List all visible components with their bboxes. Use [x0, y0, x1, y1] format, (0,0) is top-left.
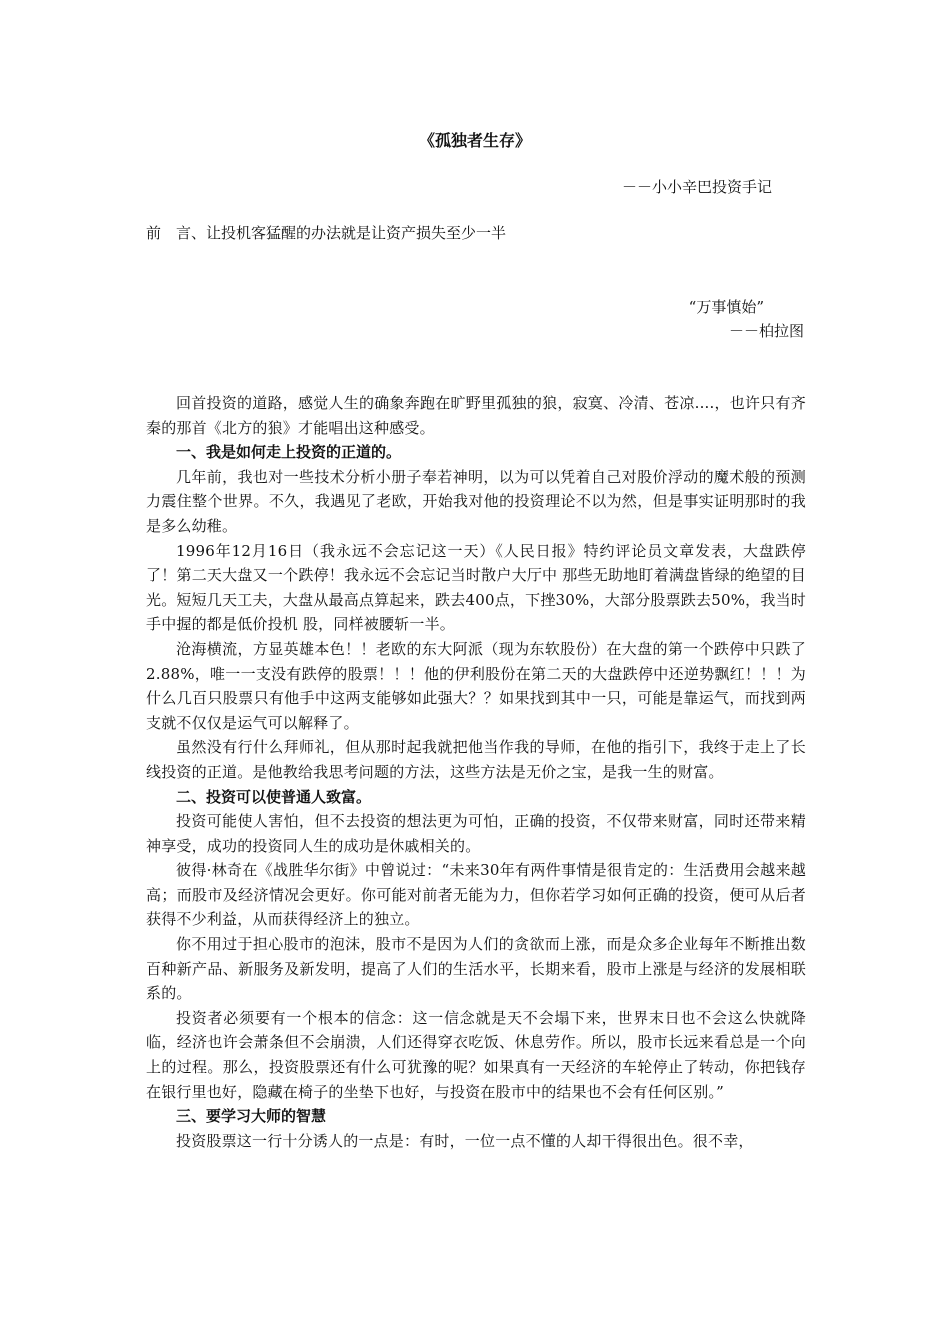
paragraph: 1996年12月16日（我永远不会忘记这一天）《人民日报》特约评论员文章发表，大盘跌停了！第二天大盘又一个跌停！我永远不会忘记当时散户大厅中 那些无助地盯着满盘皆绿的绝望的目光。短短几天工夫，大盘从最高点算起来，跌去400点，下挫30%，大部分股票跌去50%，我当时手中握的都是低价投机 股，同样被腰斩一半。	[146, 541, 806, 634]
paragraph: 几年前，我也对一些技术分析小册子奉若神明，以为可以凭着自己对股价浮动的魔术般的预测力震住整个世界。不久，我遇见了老欧，开始我对他的投资理论不以为然，但是事实证明那时的我是多么幼稚。	[146, 467, 806, 535]
preface-heading: 前 言、让投机客猛醒的办法就是让资产损失至少一半	[146, 224, 507, 242]
document-subtitle: －－小小辛巴投资手记	[621, 178, 772, 196]
paragraph: 沧海横流，方显英雄本色！！老欧的东大阿派（现为东软股份）在大盘的第一个跌停中只跌了2.88%，唯一一支没有跌停的股票！！！他的伊利股份在第二天的大盘跌停中还逆势飘红！！！为什么几百只股票只有他手中这两支能够如此强大？？如果找到其中一只，可能是靠运气，而找到两支就不仅仅是运气可以解释了。	[146, 639, 806, 732]
section-heading: 二、投资可以使普通人致富。	[176, 787, 372, 806]
paragraph: 回首投资的道路，感觉人生的确象奔跑在旷野里孤独的狼，寂寞、冷清、苍凉....，也许只有齐秦的那首《北方的狼》才能唱出这种感受。	[146, 394, 806, 437]
paragraph: 虽然没有行什么拜师礼，但从那时起我就把他当作我的导师，在他的指引下，我终于走上了长线投资的正道。是他教给我思考问题的方法，这些方法是无价之宝，是我一生的财富。	[146, 738, 806, 781]
section-heading: 三、要学习大师的智慧	[176, 1107, 327, 1126]
epigraph: “万事慎始”	[688, 298, 764, 316]
paragraph: 彼得·林奇在《战胜华尔街》中曾说过：“未来30年有两件事情是很肯定的：生活费用会越来越高；而股市及经济情况会更好。你可能对前者无能为力，但你若学习如何正确的投资，便可从后者获得不少利益，从而获得经济上的独立。	[146, 861, 806, 929]
paragraph: 投资可能使人害怕，但不去投资的想法更为可怕，正确的投资，不仅带来财富，同时还带来精神享受，成功的投资同人生的成功是休戚相关的。	[146, 812, 806, 855]
section-heading: 一、我是如何走上投资的正道的。	[176, 443, 402, 462]
paragraph: 投资股票这一行十分诱人的一点是：有时，一位一点不懂的人却干得很出色。很不幸，	[176, 1131, 754, 1150]
paragraph: 投资者必须要有一个根本的信念：这一信念就是天不会塌下来，世界末日也不会这么快就降临，经济也许会萧条但不会崩溃，人们还得穿衣吃饭、休息劳作。所以，股市长远来看总是一个向上的过程。那么，投资股票还有什么可犹豫的呢？如果真有一天经济的车轮停止了转动，你把钱存在银行里也好，隐藏在椅子的坐垫下也好，与投资在股市中的结果也不会有任何区别。”	[146, 1008, 806, 1101]
document-body	[146, 391, 806, 1153]
document-title: 《孤独者生存》	[418, 131, 531, 150]
epigraph-author: －－柏拉图	[728, 322, 804, 340]
paragraph: 你不用过于担心股市的泡沫，股市不是因为人们的贪欲而上涨，而是众多企业每年不断推出数百种新产品、新服务及新发明，提高了人们的生活水平，长期来看，股市上涨是与经济的发展相联系的。	[146, 935, 806, 1003]
